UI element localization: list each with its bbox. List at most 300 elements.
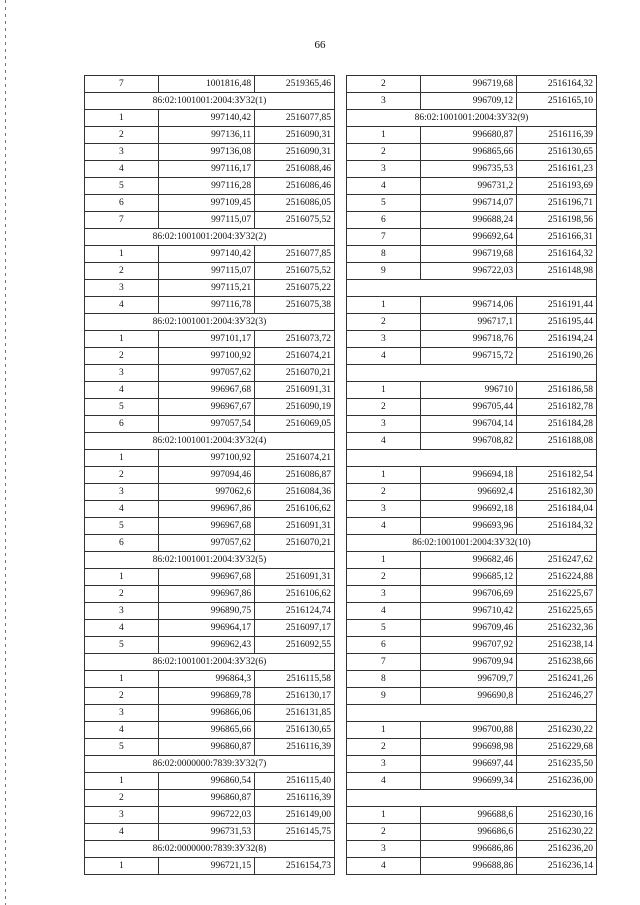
point-number-cell: 6: [85, 416, 159, 433]
y-coordinate-cell: 2516191,44: [517, 297, 597, 314]
y-coordinate-cell: 2516182,54: [517, 467, 597, 484]
point-number-cell: 4: [347, 518, 421, 535]
y-coordinate-cell: 2516075,22: [255, 280, 335, 297]
coordinate-row: [347, 433, 597, 450]
x-coordinate-cell: 996709,7: [420, 671, 516, 688]
x-coordinate-cell: 996709,94: [420, 654, 516, 671]
y-coordinate-cell: 2516116,39: [517, 127, 597, 144]
point-number-cell: 8: [347, 671, 421, 688]
coordinate-row: [347, 841, 597, 858]
y-coordinate-cell: 2516184,28: [517, 416, 597, 433]
point-number-cell: 4: [85, 297, 159, 314]
point-number-cell: 3: [347, 93, 421, 110]
coordinates-table-left: [84, 75, 335, 875]
x-coordinate-cell: 996860,54: [158, 773, 254, 790]
coordinate-row: [347, 263, 597, 280]
x-coordinate-cell: 996717,1: [420, 314, 516, 331]
point-number-cell: 2: [347, 739, 421, 756]
x-coordinate-cell: 996706,69: [420, 586, 516, 603]
coordinate-row: [347, 722, 597, 739]
point-number-cell: 3: [347, 756, 421, 773]
x-coordinate-cell: 996693,96: [420, 518, 516, 535]
point-number-cell: 4: [85, 501, 159, 518]
coordinate-row: [85, 637, 335, 654]
x-coordinate-cell: 996707,92: [420, 637, 516, 654]
parcel-header-row: [85, 229, 335, 246]
x-coordinate-cell: 997116,28: [158, 178, 254, 195]
x-coordinate-cell: 996688,24: [420, 212, 516, 229]
y-coordinate-cell: 2516075,52: [255, 263, 335, 280]
coordinate-row: [347, 467, 597, 484]
coordinate-row: [347, 569, 597, 586]
y-coordinate-cell: 2516092,55: [255, 637, 335, 654]
coordinate-row: [347, 229, 597, 246]
coordinates-table-right-body: [347, 76, 597, 875]
y-coordinate-cell: 2516184,04: [517, 501, 597, 518]
point-number-cell: 2: [85, 127, 159, 144]
coordinate-row: [85, 416, 335, 433]
point-number-cell: 7: [85, 76, 159, 93]
y-coordinate-cell: 2516115,58: [255, 671, 335, 688]
y-coordinate-cell: 2516236,20: [517, 841, 597, 858]
point-number-cell: 1: [85, 331, 159, 348]
x-coordinate-cell: 996866,06: [158, 705, 254, 722]
point-number-cell: 1: [347, 297, 421, 314]
point-number-cell: 3: [85, 603, 159, 620]
point-number-cell: 1: [347, 722, 421, 739]
x-coordinate-cell: 996860,87: [158, 739, 254, 756]
coordinate-row: [85, 671, 335, 688]
y-coordinate-cell: 2516238,14: [517, 637, 597, 654]
coordinate-row: [85, 365, 335, 382]
point-number-cell: 2: [85, 263, 159, 280]
x-coordinate-cell: 997057,62: [158, 535, 254, 552]
y-coordinate-cell: 2516184,32: [517, 518, 597, 535]
y-coordinate-cell: 2516198,56: [517, 212, 597, 229]
y-coordinate-cell: 2516235,50: [517, 756, 597, 773]
coordinate-row: [85, 331, 335, 348]
coordinate-row: [347, 348, 597, 365]
coordinate-row: [85, 110, 335, 127]
point-number-cell: 2: [347, 314, 421, 331]
point-number-cell: 4: [347, 773, 421, 790]
x-coordinate-cell: 997140,42: [158, 246, 254, 263]
y-coordinate-cell: 2516230,22: [517, 824, 597, 841]
y-coordinate-cell: 2516090,19: [255, 399, 335, 416]
point-number-cell: 3: [347, 416, 421, 433]
coordinate-row: [347, 212, 597, 229]
point-number-cell: 7: [85, 212, 159, 229]
x-coordinate-cell: 997057,62: [158, 365, 254, 382]
coordinate-row: [85, 722, 335, 739]
y-coordinate-cell: 2516241,26: [517, 671, 597, 688]
blank-row: [347, 790, 597, 807]
y-coordinate-cell: 2516106,62: [255, 586, 335, 603]
coordinate-row: [347, 518, 597, 535]
coordinate-row: [347, 416, 597, 433]
point-number-cell: 6: [347, 212, 421, 229]
x-coordinate-cell: 996705,44: [420, 399, 516, 416]
x-coordinate-cell: 996682,46: [420, 552, 516, 569]
y-coordinate-cell: 2516247,62: [517, 552, 597, 569]
coordinate-row: [347, 858, 597, 875]
coordinates-table-right: [346, 75, 597, 875]
y-coordinate-cell: 2516075,52: [255, 212, 335, 229]
y-coordinate-cell: 2516145,75: [255, 824, 335, 841]
y-coordinate-cell: 2516182,78: [517, 399, 597, 416]
parcel-cadastral-number: 86:02:1001001:2004:ЗУ32(9): [347, 110, 597, 127]
x-coordinate-cell: 997140,42: [158, 110, 254, 127]
x-coordinate-cell: 997136,08: [158, 144, 254, 161]
y-coordinate-cell: 2516149,00: [255, 807, 335, 824]
coordinate-row: [347, 161, 597, 178]
coordinate-row: [347, 246, 597, 263]
x-coordinate-cell: 996719,68: [420, 246, 516, 263]
point-number-cell: 2: [347, 144, 421, 161]
point-number-cell: 2: [85, 688, 159, 705]
x-coordinate-cell: 996714,07: [420, 195, 516, 212]
coordinate-row: [85, 178, 335, 195]
coordinate-row: [347, 76, 597, 93]
coordinate-row: [85, 297, 335, 314]
point-number-cell: 3: [347, 161, 421, 178]
blank-cell: [347, 705, 597, 722]
parcel-cadastral-number: 86:02:0000000:7839:ЗУ32(7): [85, 756, 335, 773]
y-coordinate-cell: 2516074,21: [255, 450, 335, 467]
x-coordinate-cell: 996967,86: [158, 501, 254, 518]
coordinate-row: [347, 603, 597, 620]
coordinate-row: [85, 586, 335, 603]
coordinate-row: [85, 858, 335, 875]
point-number-cell: 3: [347, 331, 421, 348]
point-number-cell: 3: [85, 280, 159, 297]
coordinate-row: [85, 382, 335, 399]
parcel-header-row: [85, 756, 335, 773]
y-coordinate-cell: 2516124,74: [255, 603, 335, 620]
parcel-cadastral-number: 86:02:1001001:2004:ЗУ32(5): [85, 552, 335, 569]
point-number-cell: 2: [347, 484, 421, 501]
coordinate-row: [347, 688, 597, 705]
point-number-cell: 1: [85, 246, 159, 263]
coordinate-row: [85, 467, 335, 484]
coordinate-row: [347, 671, 597, 688]
x-coordinate-cell: 996688,6: [420, 807, 516, 824]
coordinate-row: [347, 637, 597, 654]
y-coordinate-cell: 2516073,72: [255, 331, 335, 348]
y-coordinate-cell: 2516230,16: [517, 807, 597, 824]
x-coordinate-cell: 996699,34: [420, 773, 516, 790]
x-coordinate-cell: 996715,72: [420, 348, 516, 365]
point-number-cell: 2: [85, 467, 159, 484]
parcel-header-row: [347, 535, 597, 552]
x-coordinate-cell: 997116,17: [158, 161, 254, 178]
parcel-cadastral-number: 86:02:1001001:2004:ЗУ32(3): [85, 314, 335, 331]
point-number-cell: 4: [85, 620, 159, 637]
x-coordinate-cell: 996860,87: [158, 790, 254, 807]
point-number-cell: 4: [347, 178, 421, 195]
coordinate-row: [347, 756, 597, 773]
point-number-cell: 4: [347, 858, 421, 875]
coordinate-row: [85, 195, 335, 212]
point-number-cell: 2: [85, 586, 159, 603]
y-coordinate-cell: 2516193,69: [517, 178, 597, 195]
point-number-cell: 3: [85, 484, 159, 501]
point-number-cell: 1: [85, 450, 159, 467]
parcel-cadastral-number: 86:02:1001001:2004:ЗУ32(4): [85, 433, 335, 450]
y-coordinate-cell: 2516086,05: [255, 195, 335, 212]
parcel-header-row: [85, 552, 335, 569]
x-coordinate-cell: 996731,53: [158, 824, 254, 841]
point-number-cell: 9: [347, 263, 421, 280]
point-number-cell: 2: [347, 399, 421, 416]
coordinate-row: [85, 807, 335, 824]
coordinate-row: [85, 705, 335, 722]
x-coordinate-cell: 996680,87: [420, 127, 516, 144]
x-coordinate-cell: 997115,07: [158, 263, 254, 280]
point-number-cell: 2: [347, 76, 421, 93]
x-coordinate-cell: 997094,46: [158, 467, 254, 484]
point-number-cell: 4: [347, 348, 421, 365]
coordinate-row: [347, 195, 597, 212]
point-number-cell: 9: [347, 688, 421, 705]
x-coordinate-cell: 996709,46: [420, 620, 516, 637]
y-coordinate-cell: 2516236,00: [517, 773, 597, 790]
coordinate-row: [85, 348, 335, 365]
x-coordinate-cell: 996714,06: [420, 297, 516, 314]
y-coordinate-cell: 2516091,31: [255, 569, 335, 586]
blank-row: [347, 365, 597, 382]
coordinate-row: [85, 688, 335, 705]
coordinate-row: [85, 399, 335, 416]
x-coordinate-cell: 996967,68: [158, 569, 254, 586]
coordinate-row: [85, 263, 335, 280]
point-number-cell: 3: [347, 586, 421, 603]
y-coordinate-cell: 2516195,44: [517, 314, 597, 331]
x-coordinate-cell: 996722,03: [420, 263, 516, 280]
x-coordinate-cell: 996697,44: [420, 756, 516, 773]
x-coordinate-cell: 996692,4: [420, 484, 516, 501]
x-coordinate-cell: 997101,17: [158, 331, 254, 348]
coordinate-row: [347, 773, 597, 790]
x-coordinate-cell: 996967,86: [158, 586, 254, 603]
point-number-cell: 5: [85, 739, 159, 756]
blank-row: [347, 450, 597, 467]
y-coordinate-cell: 2516130,65: [517, 144, 597, 161]
point-number-cell: 2: [85, 348, 159, 365]
y-coordinate-cell: 2516097,17: [255, 620, 335, 637]
y-coordinate-cell: 2516070,21: [255, 365, 335, 382]
blank-cell: [347, 280, 597, 297]
coordinate-row: [347, 178, 597, 195]
point-number-cell: 4: [347, 433, 421, 450]
y-coordinate-cell: 2516164,32: [517, 246, 597, 263]
y-coordinate-cell: 2516186,58: [517, 382, 597, 399]
point-number-cell: 1: [85, 858, 159, 875]
point-number-cell: 5: [347, 195, 421, 212]
coordinate-row: [85, 535, 335, 552]
blank-cell: [347, 790, 597, 807]
coordinate-row: [85, 212, 335, 229]
x-coordinate-cell: 996708,82: [420, 433, 516, 450]
x-coordinate-cell: 996718,76: [420, 331, 516, 348]
y-coordinate-cell: 2516075,38: [255, 297, 335, 314]
point-number-cell: 1: [347, 807, 421, 824]
parcel-header-row: [85, 841, 335, 858]
coordinate-row: [347, 144, 597, 161]
x-coordinate-cell: 997136,11: [158, 127, 254, 144]
y-coordinate-cell: 2516238,66: [517, 654, 597, 671]
y-coordinate-cell: 2516154,73: [255, 858, 335, 875]
y-coordinate-cell: 2516131,85: [255, 705, 335, 722]
y-coordinate-cell: 2516196,71: [517, 195, 597, 212]
coordinate-row: [347, 93, 597, 110]
x-coordinate-cell: 996694,18: [420, 467, 516, 484]
point-number-cell: 7: [347, 229, 421, 246]
x-coordinate-cell: 996967,67: [158, 399, 254, 416]
point-number-cell: 1: [85, 671, 159, 688]
parcel-header-row: [85, 314, 335, 331]
x-coordinate-cell: 996869,78: [158, 688, 254, 705]
y-coordinate-cell: 2516148,98: [517, 263, 597, 280]
coordinate-row: [85, 127, 335, 144]
x-coordinate-cell: 996700,88: [420, 722, 516, 739]
x-coordinate-cell: 996688,86: [420, 858, 516, 875]
x-coordinate-cell: 996709,12: [420, 93, 516, 110]
y-coordinate-cell: 2516086,87: [255, 467, 335, 484]
point-number-cell: 4: [347, 603, 421, 620]
y-coordinate-cell: 2516194,24: [517, 331, 597, 348]
y-coordinate-cell: 2516236,14: [517, 858, 597, 875]
point-number-cell: 1: [347, 127, 421, 144]
coordinate-row: [347, 484, 597, 501]
coordinate-row: [85, 144, 335, 161]
y-coordinate-cell: 2516224,88: [517, 569, 597, 586]
coordinate-row: [347, 127, 597, 144]
coordinate-row: [347, 586, 597, 603]
y-coordinate-cell: 2516225,67: [517, 586, 597, 603]
y-coordinate-cell: 2516166,31: [517, 229, 597, 246]
x-coordinate-cell: 996710: [420, 382, 516, 399]
point-number-cell: 1: [347, 467, 421, 484]
point-number-cell: 5: [85, 637, 159, 654]
page-number: 66: [314, 39, 326, 51]
x-coordinate-cell: 996710,42: [420, 603, 516, 620]
coordinate-row: [347, 314, 597, 331]
y-coordinate-cell: 2516130,65: [255, 722, 335, 739]
point-number-cell: 2: [347, 824, 421, 841]
point-number-cell: 3: [347, 501, 421, 518]
coordinate-row: [347, 382, 597, 399]
point-number-cell: 7: [347, 654, 421, 671]
y-coordinate-cell: 2516232,36: [517, 620, 597, 637]
parcel-cadastral-number: 86:02:1001001:2004:ЗУ32(2): [85, 229, 335, 246]
point-number-cell: 6: [347, 637, 421, 654]
x-coordinate-cell: 1001816,48: [158, 76, 254, 93]
y-coordinate-cell: 2516225,65: [517, 603, 597, 620]
x-coordinate-cell: 997062,6: [158, 484, 254, 501]
x-coordinate-cell: 997100,92: [158, 450, 254, 467]
point-number-cell: 4: [85, 161, 159, 178]
x-coordinate-cell: 997100,92: [158, 348, 254, 365]
point-number-cell: 6: [85, 195, 159, 212]
x-coordinate-cell: 996719,68: [420, 76, 516, 93]
y-coordinate-cell: 2516088,46: [255, 161, 335, 178]
x-coordinate-cell: 996685,12: [420, 569, 516, 586]
point-number-cell: 4: [85, 722, 159, 739]
y-coordinate-cell: 2516086,46: [255, 178, 335, 195]
y-coordinate-cell: 2516188,08: [517, 433, 597, 450]
x-coordinate-cell: 996704,14: [420, 416, 516, 433]
coordinate-row: [85, 518, 335, 535]
y-coordinate-cell: 2516077,85: [255, 246, 335, 263]
coordinate-row: [85, 824, 335, 841]
x-coordinate-cell: 997057,54: [158, 416, 254, 433]
x-coordinate-cell: 997115,07: [158, 212, 254, 229]
y-coordinate-cell: 2516164,32: [517, 76, 597, 93]
y-coordinate-cell: 2516229,68: [517, 739, 597, 756]
x-coordinate-cell: 996967,68: [158, 382, 254, 399]
parcel-cadastral-number: 86:02:0000000:7839:ЗУ32(8): [85, 841, 335, 858]
parcel-header-row: [85, 433, 335, 450]
coordinate-row: [85, 569, 335, 586]
point-number-cell: 1: [347, 552, 421, 569]
x-coordinate-cell: 996721,15: [158, 858, 254, 875]
y-coordinate-cell: 2516090,31: [255, 127, 335, 144]
y-coordinate-cell: 2516069,05: [255, 416, 335, 433]
parcel-header-row: [347, 110, 597, 127]
point-number-cell: 2: [85, 790, 159, 807]
blank-row: [347, 705, 597, 722]
x-coordinate-cell: 996890,75: [158, 603, 254, 620]
y-coordinate-cell: 2516077,85: [255, 110, 335, 127]
parcel-cadastral-number: 86:02:1001001:2004:ЗУ32(6): [85, 654, 335, 671]
scan-edge-artifact: [5, 0, 6, 905]
x-coordinate-cell: 996731,2: [420, 178, 516, 195]
coordinate-row: [85, 161, 335, 178]
y-coordinate-cell: 2516165,10: [517, 93, 597, 110]
x-coordinate-cell: 996692,64: [420, 229, 516, 246]
point-number-cell: 3: [347, 841, 421, 858]
coordinate-row: [85, 790, 335, 807]
coordinate-row: [85, 450, 335, 467]
y-coordinate-cell: 2519365,46: [255, 76, 335, 93]
coordinate-row: [85, 76, 335, 93]
coordinate-row: [347, 824, 597, 841]
blank-cell: [347, 365, 597, 382]
blank-cell: [347, 450, 597, 467]
coordinate-row: [85, 739, 335, 756]
parcel-cadastral-number: 86:02:1001001:2004:ЗУ32(1): [85, 93, 335, 110]
y-coordinate-cell: 2516091,31: [255, 382, 335, 399]
y-coordinate-cell: 2516182,30: [517, 484, 597, 501]
point-number-cell: 3: [85, 144, 159, 161]
y-coordinate-cell: 2516116,39: [255, 790, 335, 807]
point-number-cell: 6: [85, 535, 159, 552]
point-number-cell: 5: [85, 178, 159, 195]
y-coordinate-cell: 2516084,36: [255, 484, 335, 501]
coordinate-row: [347, 739, 597, 756]
y-coordinate-cell: 2516230,22: [517, 722, 597, 739]
y-coordinate-cell: 2516090,31: [255, 144, 335, 161]
x-coordinate-cell: 996692,18: [420, 501, 516, 518]
y-coordinate-cell: 2516130,17: [255, 688, 335, 705]
y-coordinate-cell: 2516116,39: [255, 739, 335, 756]
parcel-cadastral-number: 86:02:1001001:2004:ЗУ32(10): [347, 535, 597, 552]
coordinate-row: [85, 501, 335, 518]
x-coordinate-cell: 997116,78: [158, 297, 254, 314]
point-number-cell: 4: [85, 824, 159, 841]
coordinate-row: [347, 620, 597, 637]
